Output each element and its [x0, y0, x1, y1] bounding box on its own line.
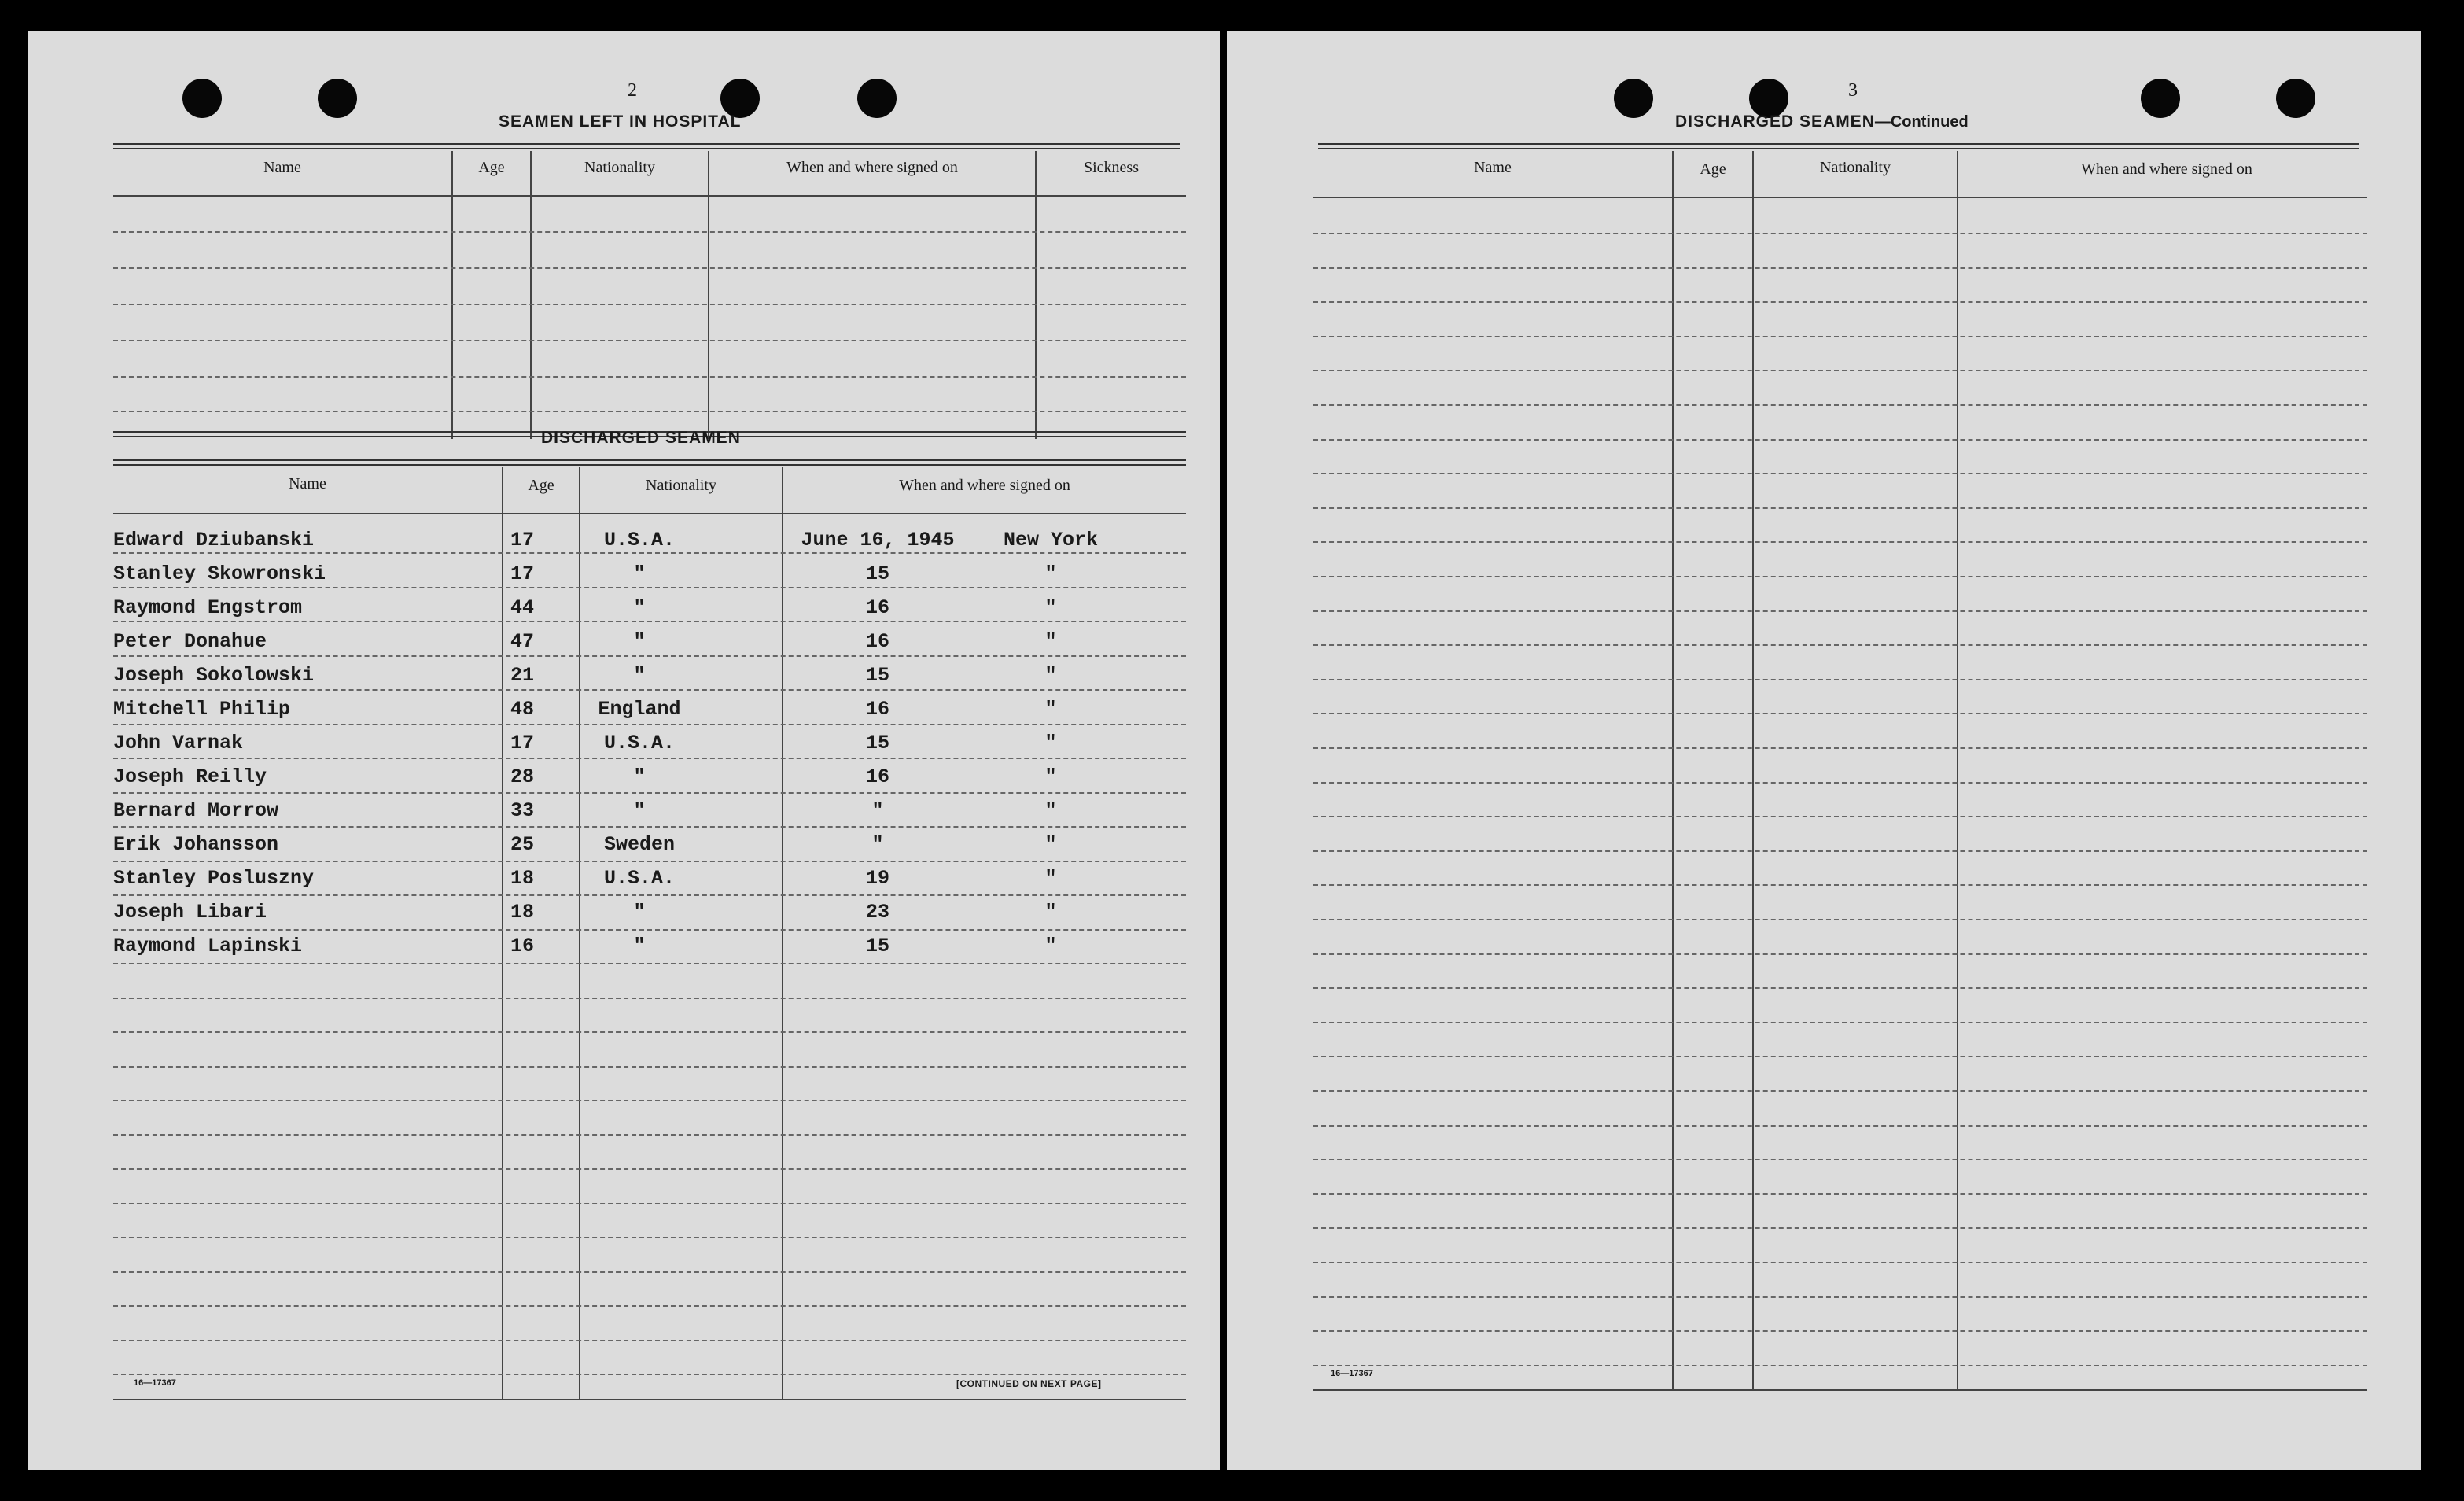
seaman-nationality: U.S.A. [603, 867, 675, 890]
right-col-age: Age [1700, 160, 1726, 178]
signed-on-place: " [1044, 935, 1057, 957]
discharged-col-signed-on: When and where signed on [899, 477, 1070, 494]
seaman-age: 17 [510, 562, 534, 585]
seaman-nationality: U.S.A. [603, 529, 675, 551]
signed-on-place: " [1044, 901, 1057, 924]
row-line [113, 1340, 1186, 1341]
signed-on-place: New York [1003, 529, 1099, 551]
discharged-col-nationality: Nationality [646, 477, 716, 494]
signed-on-place: " [1044, 799, 1057, 822]
row-line [113, 1066, 1186, 1068]
signed-on-place: " [1044, 698, 1057, 721]
row-line [1313, 919, 2367, 920]
discharged-top-rule [113, 459, 1186, 466]
seaman-nationality: " [633, 935, 646, 957]
seaman-nationality: " [633, 596, 646, 619]
row-line [1313, 644, 2367, 646]
row-line [1313, 439, 2367, 441]
seaman-age: 17 [510, 529, 534, 551]
hospital-col-divider [708, 151, 709, 439]
signed-on-date: " [871, 833, 884, 856]
row-line [1313, 610, 2367, 612]
seaman-age: 48 [510, 698, 534, 721]
discharged-bottom-rule [113, 1399, 1186, 1400]
punch-hole [318, 79, 357, 118]
row-line [1313, 747, 2367, 749]
left-page [28, 31, 1220, 1470]
row-line [1313, 1125, 2367, 1127]
seaman-name: Joseph Reilly [113, 765, 267, 788]
seaman-nationality: U.S.A. [603, 732, 675, 754]
row-line [113, 894, 1186, 896]
hospital-col-sickness: Sickness [1084, 159, 1139, 176]
discharged-header-rule [113, 513, 1186, 514]
signed-on-place: " [1044, 765, 1057, 788]
signed-on-date: " [871, 799, 884, 822]
hospital-row-line [113, 340, 1186, 341]
seaman-nationality: " [633, 799, 646, 822]
hospital-section-title: SEAMEN LEFT IN HOSPITAL [499, 112, 742, 131]
continued-note: [CONTINUED ON NEXT PAGE] [956, 1378, 1102, 1389]
hospital-col-signed-on: When and where signed on [786, 159, 958, 176]
seaman-name: Raymond Engstrom [113, 596, 303, 619]
punch-hole [2141, 79, 2180, 118]
page-number: 3 [1848, 80, 1858, 101]
row-line [113, 1203, 1186, 1204]
row-line [113, 1305, 1186, 1307]
right-col-name: Name [1474, 159, 1512, 176]
row-line [1313, 679, 2367, 680]
seaman-age: 18 [510, 901, 534, 924]
seaman-name: Bernard Morrow [113, 799, 279, 822]
row-line [113, 998, 1186, 999]
row-line [113, 861, 1186, 862]
page-number: 2 [628, 80, 637, 101]
hospital-col-name: Name [263, 159, 301, 176]
row-line [113, 758, 1186, 759]
seaman-nationality: " [633, 562, 646, 585]
row-line [1313, 473, 2367, 474]
row-line [1313, 1262, 2367, 1263]
hospital-col-divider [1035, 151, 1037, 439]
signed-on-date: June 16, 1945 [801, 529, 955, 551]
row-line [1313, 404, 2367, 406]
row-line [1313, 987, 2367, 989]
seaman-name: Joseph Sokolowski [113, 664, 315, 687]
right-bottom-rule [1313, 1389, 2367, 1391]
row-line [113, 655, 1186, 657]
row-line [113, 826, 1186, 828]
row-line [1313, 884, 2367, 886]
signed-on-date: 15 [865, 664, 889, 687]
seaman-name: Joseph Libari [113, 901, 267, 924]
seaman-name: Edward Dziubanski [113, 529, 315, 551]
signed-on-place: " [1044, 596, 1057, 619]
row-line [1313, 850, 2367, 852]
seaman-age: 28 [510, 765, 534, 788]
seaman-nationality: " [633, 630, 646, 653]
row-line [1313, 953, 2367, 955]
hospital-row-line [113, 267, 1186, 269]
signed-on-date: 16 [865, 698, 889, 721]
seaman-age: 21 [510, 664, 534, 687]
seaman-name: Peter Donahue [113, 630, 267, 653]
signed-on-date: 15 [865, 935, 889, 957]
punch-hole [1614, 79, 1653, 118]
seaman-age: 44 [510, 596, 534, 619]
signed-on-place: " [1044, 833, 1057, 856]
row-line [113, 792, 1186, 794]
row-line [1313, 336, 2367, 337]
punch-hole [182, 79, 222, 118]
row-line [1313, 301, 2367, 303]
seaman-nationality: " [633, 765, 646, 788]
row-line [113, 724, 1186, 725]
row-line [1313, 1056, 2367, 1057]
hospital-col-nationality: Nationality [584, 159, 655, 176]
row-line [1313, 267, 2367, 269]
row-line [1313, 576, 2367, 577]
discharged-col-age: Age [528, 477, 554, 494]
row-line [113, 929, 1186, 931]
seaman-age: 17 [510, 732, 534, 754]
seaman-age: 33 [510, 799, 534, 822]
seaman-name: Mitchell Philip [113, 698, 291, 721]
hospital-top-rule [113, 143, 1180, 149]
signed-on-date: 16 [865, 765, 889, 788]
hospital-col-age: Age [478, 159, 505, 176]
signed-on-place: " [1044, 664, 1057, 687]
seaman-name: Stanley Posluszny [113, 867, 315, 890]
punch-hole [857, 79, 897, 118]
hospital-row-line [113, 411, 1186, 412]
row-line [113, 1134, 1186, 1136]
row-line [1313, 1022, 2367, 1023]
row-line [113, 1168, 1186, 1170]
row-line [1313, 816, 2367, 817]
signed-on-date: 15 [865, 562, 889, 585]
row-line [1313, 1193, 2367, 1195]
seaman-age: 25 [510, 833, 534, 856]
right-top-rule [1318, 143, 2359, 149]
seaman-name: John Varnak [113, 732, 244, 754]
hospital-row-line [113, 304, 1186, 305]
row-line [113, 621, 1186, 622]
signed-on-date: 16 [865, 596, 889, 619]
hospital-row-line [113, 376, 1186, 378]
right-page [1227, 31, 2421, 1470]
signed-on-date: 23 [865, 901, 889, 924]
seaman-name: Erik Johansson [113, 833, 279, 856]
seaman-age: 16 [510, 935, 534, 957]
right-header-rule [1313, 197, 2367, 198]
row-line [1313, 1090, 2367, 1092]
seaman-name: Raymond Lapinski [113, 935, 303, 957]
seaman-name: Stanley Skowronski [113, 562, 326, 585]
row-line [113, 963, 1186, 964]
row-line [113, 1237, 1186, 1238]
row-line [1313, 1227, 2367, 1229]
seaman-nationality: " [633, 664, 646, 687]
row-line [1313, 370, 2367, 371]
row-line [1313, 1296, 2367, 1298]
discharged-continued-title [1675, 112, 1969, 131]
signed-on-date: 16 [865, 630, 889, 653]
signed-on-date: 19 [865, 867, 889, 890]
hospital-col-divider [451, 151, 453, 439]
title-continued: —Continued [1874, 113, 1969, 131]
row-line [113, 689, 1186, 691]
seaman-age: 18 [510, 867, 534, 890]
row-line [113, 1271, 1186, 1273]
hospital-row-line [113, 231, 1186, 233]
seaman-nationality: England [598, 698, 681, 721]
row-line [113, 1031, 1186, 1033]
row-line [113, 552, 1186, 554]
row-line [1313, 1365, 2367, 1366]
row-line [113, 587, 1186, 588]
form-number: 16—17367 [134, 1378, 176, 1388]
signed-on-place: " [1044, 562, 1057, 585]
seaman-nationality: Sweden [603, 833, 675, 856]
row-line [1313, 541, 2367, 543]
hospital-col-divider [530, 151, 532, 439]
row-line [113, 1100, 1186, 1101]
seaman-nationality: " [633, 901, 646, 924]
seaman-age: 47 [510, 630, 534, 653]
discharged-section-title: DISCHARGED SEAMEN [541, 429, 741, 447]
row-line [1313, 1159, 2367, 1160]
title-main: DISCHARGED SEAMEN [1675, 112, 1875, 131]
row-line [1313, 713, 2367, 714]
signed-on-place: " [1044, 732, 1057, 754]
signed-on-place: " [1044, 867, 1057, 890]
row-line [1313, 507, 2367, 509]
row-line [1313, 782, 2367, 784]
punch-hole [2276, 79, 2315, 118]
hospital-header-rule [113, 195, 1186, 197]
signed-on-date: 15 [865, 732, 889, 754]
row-line [1313, 233, 2367, 234]
form-number: 16—17367 [1331, 1369, 1373, 1378]
right-col-signed-on: When and where signed on [2081, 160, 2252, 178]
row-line [113, 1374, 1186, 1375]
right-col-nationality: Nationality [1820, 159, 1891, 176]
row-line [1313, 1330, 2367, 1332]
discharged-col-name: Name [289, 475, 326, 492]
signed-on-place: " [1044, 630, 1057, 653]
